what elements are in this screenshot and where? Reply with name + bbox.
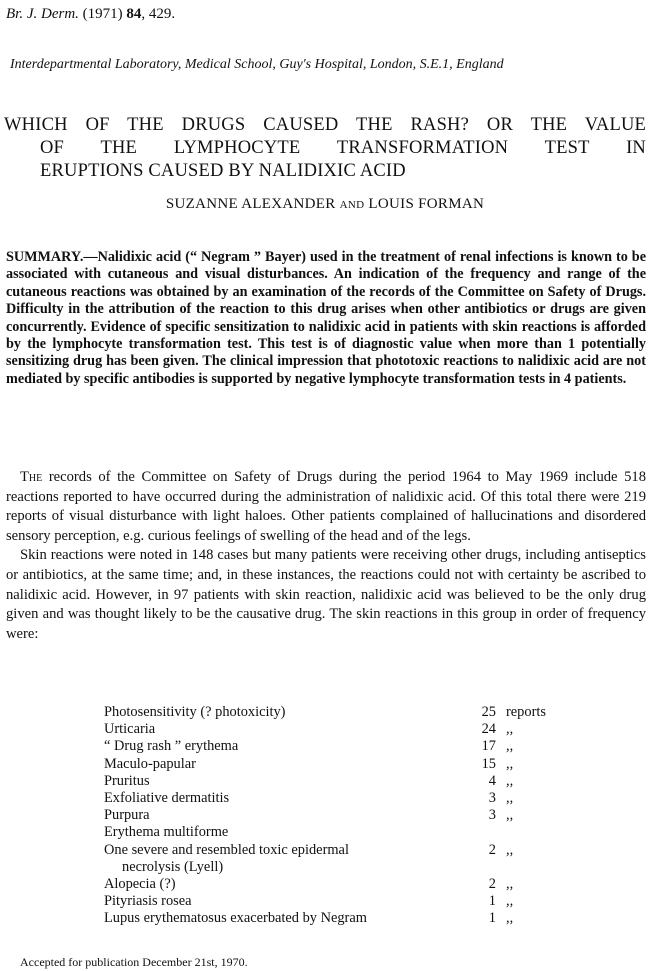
reaction-row: [104, 824, 574, 841]
title-line-1: WHICH OF THE DRUGS CAUSED THE RASH? OR THE VALUE: [4, 115, 646, 135]
reaction-name-text: Purpura: [104, 807, 150, 824]
reaction-row: [104, 790, 574, 807]
publication-note: Accepted for publication December 21st, 1970.: [20, 955, 248, 969]
title-line-2: OF THE LYMPHOCYTE TRANSFORMATION TEST IN: [40, 138, 646, 158]
reaction-unit: ,,: [506, 772, 514, 789]
reaction-row: [104, 910, 574, 927]
reaction-row: [104, 704, 574, 721]
affiliation: Interdepartmental Laboratory, Medical School, Guy's Hospital, London, S.E.1, England: [10, 57, 504, 72]
citation: [6, 6, 175, 23]
reaction-count: 3: [488, 790, 496, 807]
reaction-name: [104, 704, 466, 721]
reaction-name-text: Photosensitivity (? photoxicity): [104, 704, 286, 720]
reaction-count: 3: [488, 807, 496, 824]
reaction-count: 4: [488, 772, 496, 789]
reaction-unit: ,,: [506, 755, 514, 772]
reaction-count: 15: [481, 755, 496, 772]
reaction-name: [104, 756, 466, 773]
reaction-row: [104, 773, 574, 790]
reaction-count: 2: [488, 841, 496, 858]
body-lead-word: The: [20, 469, 43, 485]
body-paragraph-1: [6, 468, 646, 546]
reaction-count: 25: [481, 704, 496, 720]
reaction-unit: ,,: [506, 841, 514, 858]
reaction-name: [104, 842, 466, 876]
reaction-name-text: Pruritus: [104, 772, 150, 789]
reaction-name: [104, 910, 466, 927]
reaction-row: [104, 807, 574, 824]
author-2: LOUIS FORMAN: [368, 196, 485, 212]
reaction-name: [104, 876, 466, 893]
authors: [0, 196, 650, 213]
reaction-name: [104, 738, 466, 755]
reaction-unit: ,,: [506, 790, 514, 807]
reaction-row: [104, 893, 574, 910]
body-text: [6, 468, 646, 644]
reaction-name: [104, 773, 466, 790]
reaction-count: 1: [488, 893, 496, 910]
reaction-name: [104, 893, 466, 910]
reaction-name-text: Maculo-papular: [104, 755, 196, 772]
skin-reactions-list: [104, 704, 574, 928]
reaction-row: [104, 842, 574, 876]
body-paragraph-2: Skin reactions were noted in 148 cases but many patients were receiving other drugs, including antiseptics or antibiotics, at the same time; and, in these instances, the reactions could not with certainty be ascribed to nalidixic acid. However, in 97 patients with skin reaction, nalidixic acid was believed to be the only drug given and was thought likely to be the causative drug. The skin reactions in this group in order of frequency were:: [6, 547, 646, 642]
reaction-unit: reports: [506, 704, 546, 720]
reaction-name: [104, 824, 466, 841]
title-line-3: ERUPTIONS CAUSED BY NALIDIXIC ACID: [40, 161, 406, 181]
reaction-name-text: Lupus erythematosus exacerbated by Negram: [104, 910, 367, 927]
journal-name: Br. J. Derm.: [6, 6, 79, 22]
reaction-unit: ,,: [506, 910, 514, 927]
reaction-name-continuation: necrolysis (Lyell): [122, 858, 224, 875]
reaction-name-text: Urticaria: [104, 721, 156, 738]
reaction-count: 2: [488, 876, 496, 893]
reaction-name: [104, 790, 466, 807]
reaction-name-text: Erythema multiforme: [104, 824, 229, 841]
reaction-name: [104, 721, 466, 738]
reaction-unit: ,,: [506, 893, 514, 910]
reaction-count: 1: [488, 910, 496, 927]
author-1: SUZANNE ALEXANDER: [165, 196, 336, 212]
reaction-name-text: “ Drug rash ” erythema: [104, 738, 239, 755]
journal-volume: 84: [126, 6, 142, 22]
reaction-unit: ,,: [506, 807, 514, 824]
author-conjunction: AND: [339, 199, 365, 211]
reaction-unit: ,,: [506, 876, 514, 893]
article-title: [4, 114, 646, 183]
reaction-unit: ,,: [506, 738, 514, 755]
summary-paragraph: SUMMARY.—Nalidixic acid (“ Negram ” Bayer) used in the treatment of renal infections is known to be associated with cutaneous and visual disturbances. An indication of the frequency and range of the cutaneous reactions was obtained by an examination of the records of the Committee on Safety of Drugs. Difficulty in the attribution of the reaction to this drug arises when other antibiotics or drugs are given concurrently. Evidence of specific sensitization to nalidixic acid in patients with skin reactions is afforded by the lymphocyte transformation test. This test is of diagnostic value when more than 1 potentially sensitizing drug has been given. The clinical impression that phototoxic reactions to nalidixic acid are not mediated by specific antibodies is supported by negative lymphocyte transformation tests in 4 patients.: [6, 249, 646, 387]
reaction-count: 24: [481, 721, 496, 738]
reaction-name: [104, 807, 466, 824]
reaction-row: [104, 721, 574, 738]
reaction-row: [104, 738, 574, 755]
reaction-name-text: Alopecia (?): [104, 876, 176, 893]
journal-page-number: , 429.: [141, 6, 176, 22]
body-paragraph-1-text: records of the Committee on Safety of Drugs during the period 1964 to May 1969 include 518 reactions reported to have occurred during the administration of nalidixic acid. Of this total there were 219 reports of visual disturbance with light haloes. Other patients complained of hallucinations and disordered sensory perception, e.g. curious feelings of swelling of the head and of the legs.: [6, 469, 646, 544]
reaction-name-text: Pityriasis rosea: [104, 893, 192, 910]
reaction-row: [104, 756, 574, 773]
journal-year: (1971): [82, 6, 123, 22]
reaction-name-text: One severe and resembled toxic epidermal: [104, 841, 349, 858]
reaction-count: 17: [481, 738, 496, 755]
reaction-unit: ,,: [506, 721, 514, 738]
reaction-row: [104, 876, 574, 893]
reaction-name-text: Exfoliative dermatitis: [104, 790, 230, 807]
